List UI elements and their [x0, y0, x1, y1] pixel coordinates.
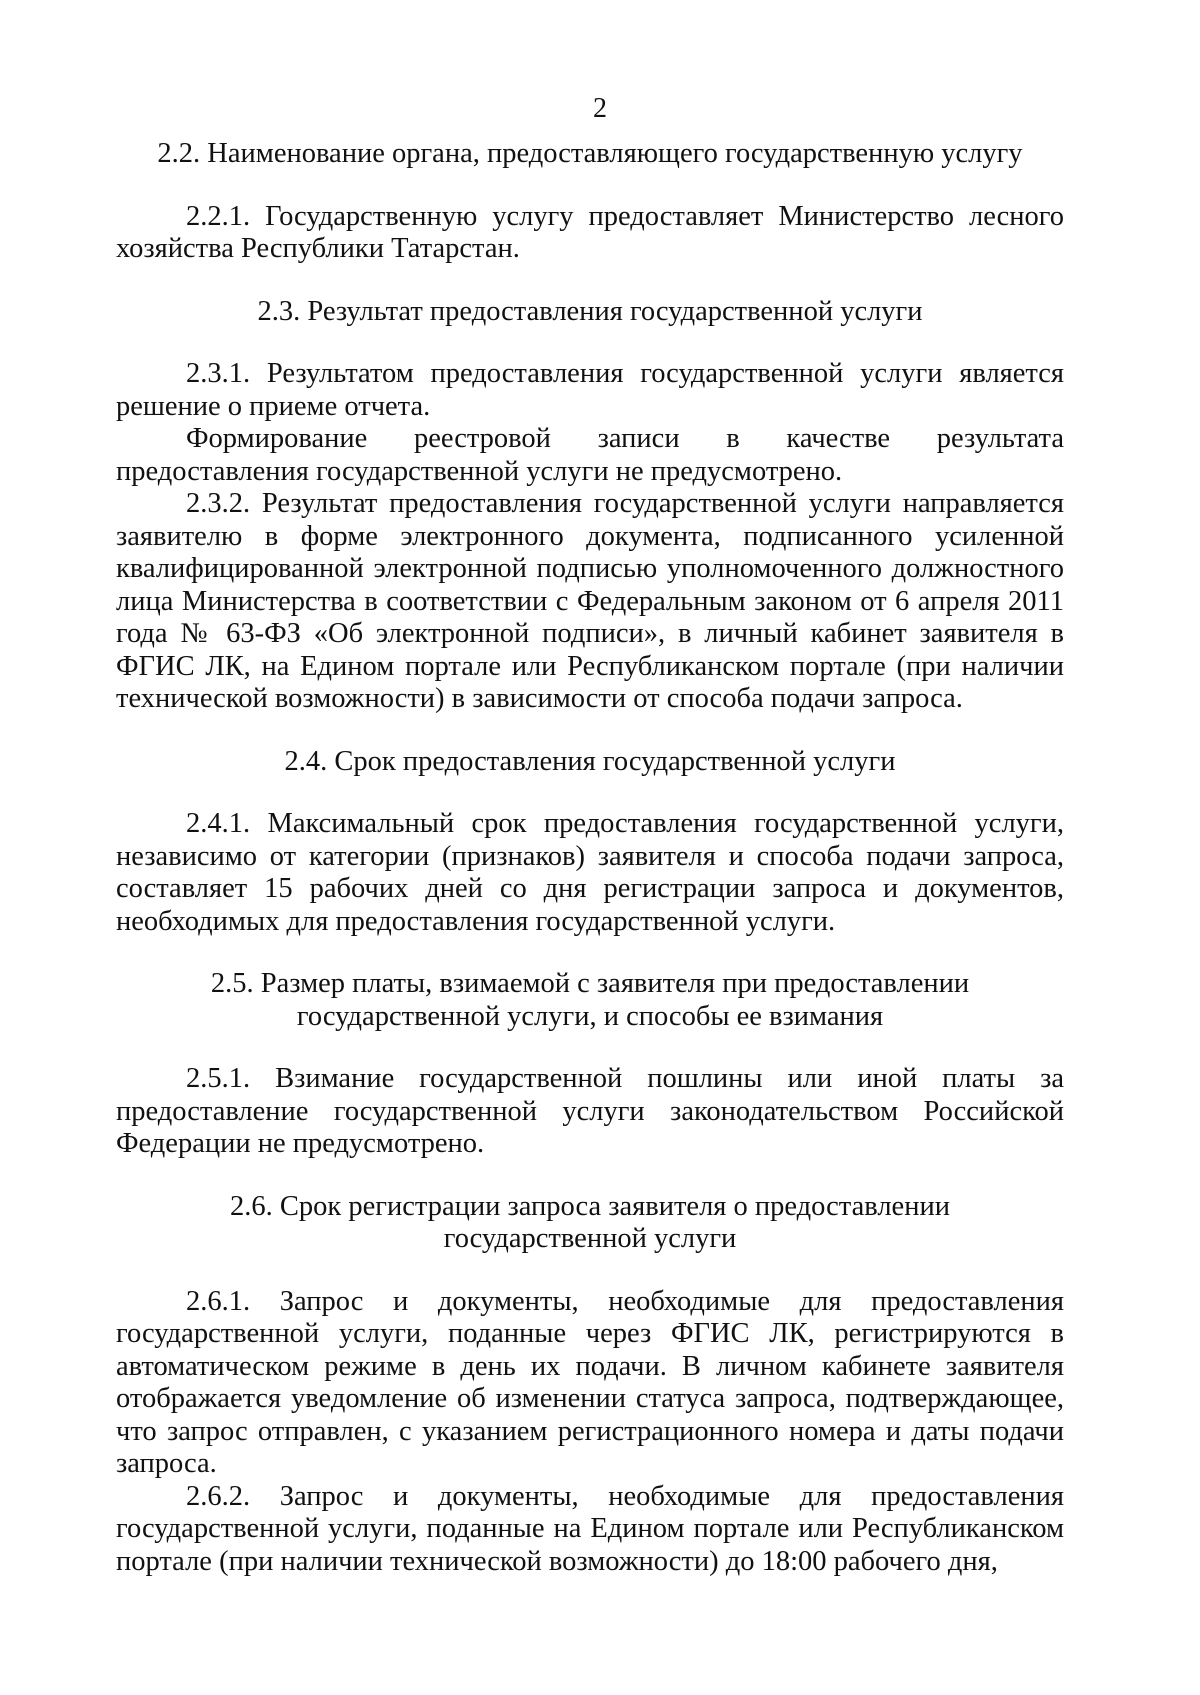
paragraph-2-6-1: 2.6.1. Запрос и документы, необходимые для предоставления государственной услуги, поданные через ФГИС ЛК, регистрируются в автоматическом режиме в день их подачи. В личном кабинете заявителя отображается уведомление об изменении статуса запроса, подтверждающее, что запрос отправлен, с указанием регистрационного номера и даты подачи запроса.: [116, 1285, 1064, 1479]
document-body: [116, 138, 1064, 1578]
section-heading-2-6-line1: 2.6. Срок регистрации запроса заявителя о предоставлении: [230, 1190, 950, 1222]
section-heading-2-5-line2: государственной услуги, и способы ее взимания: [296, 1000, 884, 1032]
paragraph-2-6-2: 2.6.2. Запрос и документы, необходимые для предоставления государственной услуги, поданные на Едином портале или Республиканском портале (при наличии технической возможности) до 18:00 рабочего дня,: [116, 1480, 1064, 1577]
paragraph-2-4-1: 2.4.1. Максимальный срок предоставления государственной услуги, независимо от категории (признаков) заявителя и способа подачи запроса, составляет 15 рабочих дней со дня регистрации запроса и документов, необходимых для предоставления государственной услуги.: [116, 808, 1064, 937]
paragraph-2-3-2: 2.3.2. Результат предоставления государственной услуги направляется заявителю в форме электронного документа, подписанного усиленной квалифицированной электронной подписью уполномоченного должностного лица Министерства в соответствии с Федеральным законом от 6 апреля 2011 года № 63-ФЗ «Об электронной подписи», в личный кабинет заявителя в ФГИС ЛК, на Едином портале или Республиканском портале (при наличии технической возможности) в зависимости от способа подачи запроса.: [116, 488, 1064, 714]
paragraph-2-3-1: 2.3.1. Результатом предоставления государственной услуги является решение о приеме отчета.: [116, 358, 1064, 422]
paragraph-2-2-1: 2.2.1. Государственную услугу предоставляет Министерство лесного хозяйства Республики Татарстан.: [116, 200, 1064, 264]
paragraph-2-3-1-note: Формирование реестровой записи в качестве результата предоставления государственной услуги не предусмотрено.: [116, 423, 1064, 487]
section-heading-2-5-line1: 2.5. Размер платы, взимаемой с заявителя при предоставлении: [210, 968, 970, 999]
section-heading-2-4: 2.4. Срок предоставления государственной услуги: [284, 745, 896, 777]
paragraph-2-5-1: 2.5.1. Взимание государственной пошлины или иной платы за предоставление государственной услуги законодательством Российской Федерации не предусмотрено.: [116, 1063, 1064, 1159]
page-number: 2: [593, 93, 607, 124]
section-heading-2-6-line2: государственной услуги: [443, 1223, 737, 1254]
section-heading-2-2: 2.2. Наименование органа, предоставляющего государственную услугу: [157, 138, 1023, 169]
section-heading-2-3: 2.3. Результат предоставления государственной услуги: [257, 295, 923, 327]
